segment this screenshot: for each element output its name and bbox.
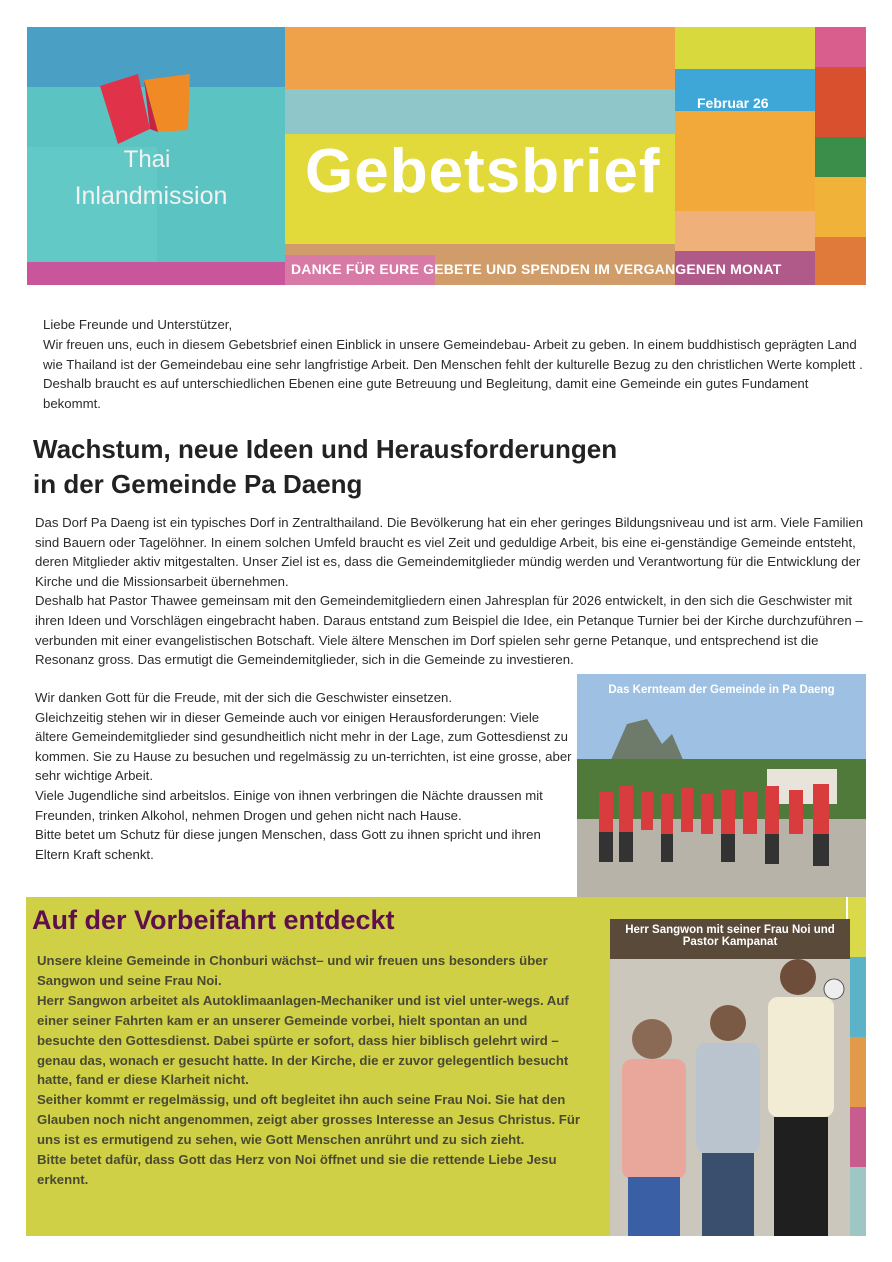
greeting: Liebe Freunde und Unterstützer, (43, 317, 233, 332)
section2-body (37, 951, 582, 1190)
section1-body-top (35, 513, 865, 670)
paragraph: Viele Jugendliche sind arbeitslos. Einige von ihnen verbringen die Nächte draussen mit Freunden, trinken Alkohol, nehmen Drogen und gehen nicht nach Hause. (35, 787, 543, 823)
org-name-line2: Inlandmission (74, 182, 228, 210)
section1-body-bottom (35, 688, 575, 864)
intro-text (43, 315, 863, 414)
section2-heading: Auf der Vorbeifahrt entdeckt (32, 905, 395, 935)
photo-caption: Herr Sangwon mit seiner Frau Noi und Pastor Kampanat (625, 924, 835, 948)
team-photo (577, 674, 866, 897)
section1-heading (33, 432, 853, 502)
couple-photo (610, 919, 850, 1236)
paragraph: Seither kommt er regelmässig, und oft begleitet ihn auch seine Frau Noi. Sie hat den Glauben noch nicht angenommen, zeigt aber grosses Interesse an Jesus Christus. Für uns ist es ermutigend zu sehen, wie Gott Menschen anrührt und zu sich zieht. (37, 1092, 581, 1148)
paragraph: Herr Sangwon arbeitet als Autoklimaanlagen-Mechaniker und ist viel unter-wegs. Auf einer seiner Fahrten kam er an unserer Gemeinde vorbei, hielt spontan an und besuchte den Gottesdienst. Dabei spürte er sofort, dass hier biblisch gelehrt wird – genau das, wonach er gesucht hatte. In der Kirche, die er zuvor gelegentlich besucht hatte, fand er diese Klarheit nicht. (37, 992, 569, 1088)
issue-date: Februar 26 (697, 95, 769, 111)
paragraph: Gleichzeitig stehen wir in dieser Gemeinde auch vor einigen Herausforderungen: Viele ältere Gemeindemitglieder sind gesundheitlich nicht mehr in der Lage, zum Gottesdienst zu kommen. Sie zu Hause zu besuchen und regelmässig zu un-terrichten, ist eine grosse, aber sehr wichtige Arbeit. (35, 709, 572, 784)
paragraph: Bitte betet dafür, dass Gott das Herz von Noi öffnet und sie die rettende Liebe Jesu erkennt. (37, 1152, 557, 1187)
paragraph: Bitte betet um Schutz für diese jungen Menschen, dass Gott zu ihnen spricht und ihren Eltern Kraft schenkt. (35, 827, 541, 862)
thanks-banner: DANKE FÜR EURE GEBETE UND SPENDEN IM VERGANGENEN MONAT (291, 261, 782, 277)
section1-heading-line1: Wachstum, neue Ideen und Herausforderungen (33, 434, 618, 464)
decorative-strip (848, 897, 866, 1236)
section1-heading-line2: in der Gemeinde Pa Daeng (33, 469, 363, 499)
page-title: Gebetsbrief (305, 137, 661, 206)
logo-icon (100, 74, 195, 144)
photo-caption: Das Kernteam der Gemeinde in Pa Daeng (608, 684, 835, 696)
paragraph: Unsere kleine Gemeinde in Chonburi wächst– und wir freuen uns besonders über Sangwon und seine Frau Noi. (37, 953, 548, 988)
paragraph: Das Dorf Pa Daeng ist ein typisches Dorf in Zentralthailand. Die Bevölkerung hat ein eher geringes Bildungsniveau und ist arm. Viele Familien sind Bauern oder Tagelöhner. In einem solchen Umfeld braucht es viel Zeit und geduldige Arbeit, bis eine ei-genständige Gemeinde entsteht, deren Mitglieder aktiv mitgestalten. Unser Ziel ist es, dass die Gemeindemitglieder mündig werden und Verantwortung für die Entwicklung der Kirche und die Missionsarbeit übernehmen. (35, 515, 864, 589)
paragraph: Deshalb hat Pastor Thawee gemeinsam mit den Gemeindemitgliedern einen Jahresplan für 2026 entwickelt, in den sich die Geschwister mit ihren Ideen und Vorschlägen eingebracht haben. Daraus entstand zum Beispiel die Idee, ein Petanque Turnier bei der Kirche durchzuführen – verbunden mit einer evangelistischen Botschaft. Viele ältere Menschen im Dorf spielen sehr gerne Petanque, und entsprechend ist die Resonanz gross. Das ermutigt die Gemeindemitglieder, sich in die Gemeinde zu investieren. (35, 593, 863, 668)
intro-paragraph: Wir freuen uns, euch in diesem Gebetsbrief einen Einblick in unsere Gemeindebau- Arbeit zu geben. In einem buddhistisch geprägten Land wie Thailand ist der Gemeindebau eine sehr langfristige Arbeit. Den Menschen fehlt der kulturelle Bezug zu den christlichen Werte komplett . Deshalb braucht es auf unterschiedlichen Ebenen eine gute Betreuung und Begleitung, damit eine Gemeinde ein gutes Fundament bekommt. (43, 336, 863, 412)
org-name-line1: Thai (123, 146, 171, 173)
paragraph: Wir danken Gott für die Freude, mit der sich die Geschwister einsetzen. (35, 690, 453, 705)
